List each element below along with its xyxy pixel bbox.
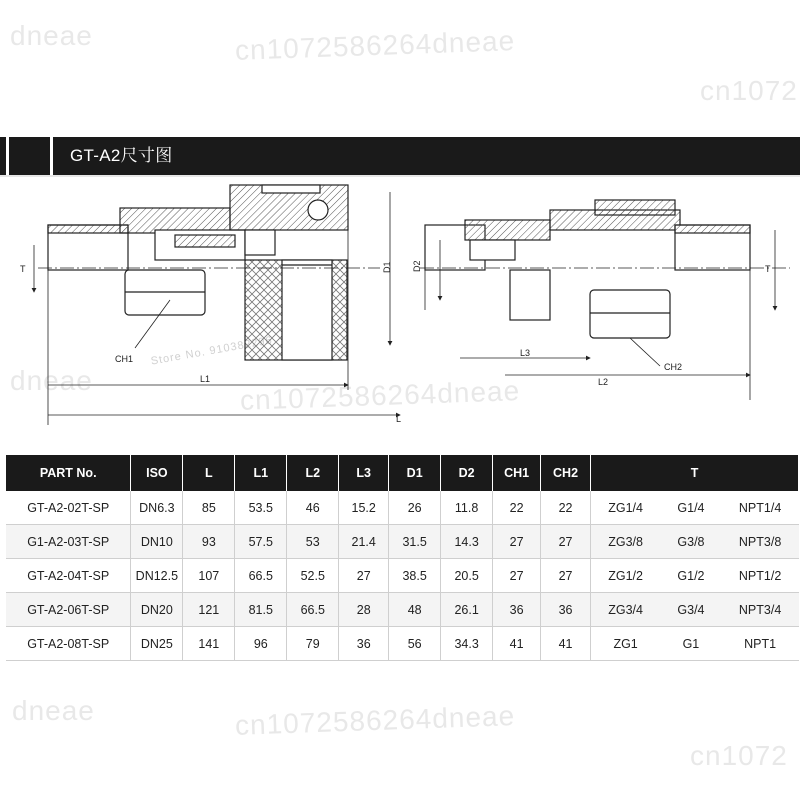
ch2-cell: 27 [541, 525, 591, 559]
column-header: CH1 [493, 455, 541, 491]
l2-cell: 46 [287, 491, 339, 525]
column-header: D2 [441, 455, 493, 491]
l-cell: 121 [183, 593, 235, 627]
iso-cell: DN6.3 [131, 491, 183, 525]
thread-g: G3/8 [677, 534, 705, 549]
column-header: D1 [389, 455, 441, 491]
ch1-cell: 36 [493, 593, 541, 627]
table-row [6, 491, 799, 525]
page-title: GT-A2尺寸图 [70, 146, 173, 165]
watermark-text: dneae [12, 695, 95, 726]
dim-label-t-right: T [765, 264, 771, 274]
thread-g: G1/4 [677, 500, 705, 515]
l1-cell: 53.5 [235, 491, 287, 525]
dim-label-d2: D2 [412, 260, 422, 272]
thread-zg: ZG3/4 [608, 602, 643, 617]
l3-cell: 28 [339, 593, 389, 627]
column-header: L1 [235, 455, 287, 491]
l3-cell: 36 [339, 627, 389, 661]
part-number-cell: GT-A2-04T-SP [6, 559, 131, 593]
thread-zg: ZG1/2 [608, 568, 643, 583]
d2-cell: 20.5 [441, 559, 493, 593]
column-header: ISO [131, 455, 183, 491]
iso-cell: DN25 [131, 627, 183, 661]
ch1-cell: 41 [493, 627, 541, 661]
d1-cell: 26 [389, 491, 441, 525]
ch1-cell: 22 [493, 491, 541, 525]
d2-cell: 34.3 [441, 627, 493, 661]
thread-cell [591, 491, 799, 525]
watermark-text: cn1072586264dneae [239, 375, 521, 416]
l2-cell: 53 [287, 525, 339, 559]
l1-cell: 81.5 [235, 593, 287, 627]
column-header: T [591, 455, 799, 491]
thread-npt: NPT1 [744, 636, 777, 651]
l-cell: 85 [183, 491, 235, 525]
d2-cell: 26.1 [441, 593, 493, 627]
male-plug-drawing [425, 200, 750, 338]
thread-cell [591, 559, 799, 593]
d2-cell: 11.8 [441, 491, 493, 525]
female-coupler-drawing [48, 185, 348, 360]
table-row [6, 627, 799, 661]
thread-npt: NPT3/8 [738, 534, 782, 549]
dim-label-ch1: CH1 [115, 354, 134, 364]
l3-cell: 21.4 [339, 525, 389, 559]
l2-cell: 66.5 [287, 593, 339, 627]
l-cell: 107 [183, 559, 235, 593]
dimension-drawing [0, 170, 800, 435]
thread-zg: ZG1/4 [608, 500, 643, 515]
iso-cell: DN20 [131, 593, 183, 627]
ch2-cell: 22 [541, 491, 591, 525]
thread-cell [591, 525, 799, 559]
part-number-cell: GT-A2-02T-SP [6, 491, 131, 525]
d1-cell: 31.5 [389, 525, 441, 559]
l1-cell: 96 [235, 627, 287, 661]
l-cell: 141 [183, 627, 235, 661]
thread-zg: ZG1 [613, 636, 638, 651]
watermark-text: cn1072 [700, 75, 798, 106]
d1-cell: 38.5 [389, 559, 441, 593]
thread-g: G3/4 [677, 602, 705, 617]
dim-label-d1: D1 [382, 261, 392, 273]
iso-cell: DN12.5 [131, 559, 183, 593]
table-row [6, 593, 799, 627]
l3-cell: 27 [339, 559, 389, 593]
d2-cell: 14.3 [441, 525, 493, 559]
thread-cell [591, 593, 799, 627]
ch2-cell: 27 [541, 559, 591, 593]
dim-label-ch2: CH2 [664, 362, 683, 372]
l1-cell: 57.5 [235, 525, 287, 559]
l1-cell: 66.5 [235, 559, 287, 593]
table-row [6, 525, 799, 559]
part-number-cell: GT-A2-08T-SP [6, 627, 131, 661]
table-row [6, 559, 799, 593]
thread-g: G1/2 [677, 568, 705, 583]
thread-npt: NPT3/4 [738, 602, 782, 617]
watermark-text: cn1072586264dneae [234, 25, 516, 66]
ch1-cell: 27 [493, 525, 541, 559]
thread-zg: ZG3/8 [608, 534, 643, 549]
l3-cell: 15.2 [339, 491, 389, 525]
column-header: PART No. [6, 455, 131, 491]
part-number-cell: GT-A2-06T-SP [6, 593, 131, 627]
dim-label-l: L [396, 414, 402, 424]
dim-label-l2: L2 [598, 377, 609, 387]
dim-label-t-left: T [20, 264, 26, 274]
watermark-text: cn1072 [690, 740, 788, 771]
part-number-cell: G1-A2-03T-SP [6, 525, 131, 559]
thread-g: G1 [682, 636, 700, 651]
dim-label-l3: L3 [520, 348, 531, 358]
thread-npt: NPT1/4 [738, 500, 782, 515]
column-header: CH2 [541, 455, 591, 491]
watermark-text: dneae [10, 20, 93, 51]
column-header: L3 [339, 455, 389, 491]
spec-table [6, 455, 799, 661]
watermark-text: Store No. 910382296 [149, 334, 274, 368]
thread-npt: NPT1/2 [738, 568, 782, 583]
l2-cell: 79 [287, 627, 339, 661]
l-cell: 93 [183, 525, 235, 559]
column-header: L [183, 455, 235, 491]
column-header: L2 [287, 455, 339, 491]
watermark-text: cn1072586264dneae [234, 700, 516, 741]
thread-cell [591, 627, 799, 661]
iso-cell: DN10 [131, 525, 183, 559]
l2-cell: 52.5 [287, 559, 339, 593]
d1-cell: 56 [389, 627, 441, 661]
dim-label-l1: L1 [200, 374, 211, 384]
ch2-cell: 36 [541, 593, 591, 627]
ch2-cell: 41 [541, 627, 591, 661]
ch1-cell: 27 [493, 559, 541, 593]
table-header-row [6, 455, 799, 491]
d1-cell: 48 [389, 593, 441, 627]
watermark-text: dneae [10, 365, 93, 396]
